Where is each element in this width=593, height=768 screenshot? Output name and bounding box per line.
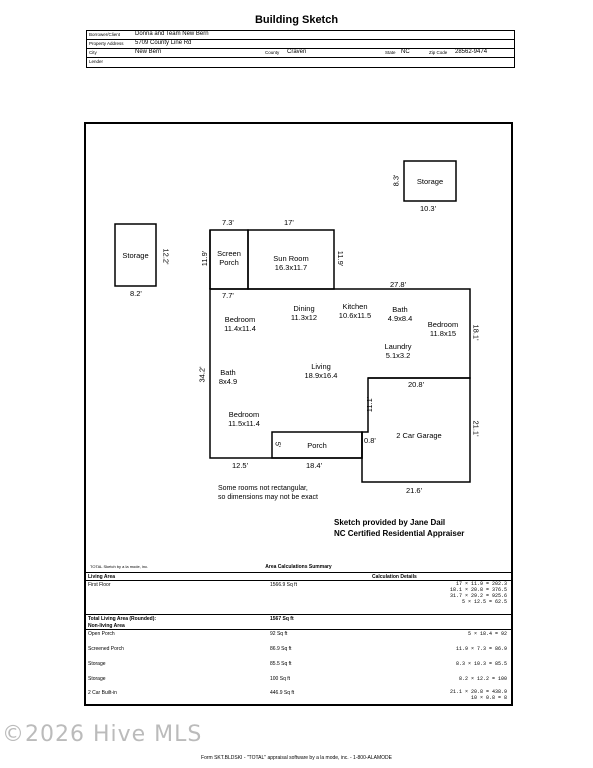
living-area-header: Living Area bbox=[88, 574, 116, 580]
zip-label: Zip Code bbox=[429, 50, 448, 55]
dim-12-5: 12.5' bbox=[232, 461, 249, 470]
storage-left: Storage bbox=[122, 251, 149, 260]
garage-outline bbox=[362, 378, 470, 482]
garage-right: 21.1' bbox=[471, 420, 481, 437]
bedroom-3: Bedroom 11.5x11.4 bbox=[228, 410, 260, 428]
screen-porch: Screen Porch bbox=[217, 249, 241, 267]
open-porch-value: 92 Sq ft bbox=[270, 631, 288, 637]
page-title: Building Sketch bbox=[254, 14, 339, 26]
county-value: Craven bbox=[287, 49, 307, 55]
storage-2-value: 100 Sq ft bbox=[270, 676, 291, 682]
storage-left-height: 12.2' bbox=[161, 248, 171, 265]
storage-2-math: 8.2 × 12.2 = 100 bbox=[458, 676, 507, 682]
dining: Dining 11.3x12 bbox=[290, 304, 318, 322]
porch: Porch bbox=[307, 441, 327, 450]
tool-mark: TOTAL Sketch by a la mode, inc. bbox=[90, 564, 149, 569]
dim-18-1: 18.1' bbox=[471, 324, 481, 341]
storage-1-math: 8.3 × 10.3 = 85.5 bbox=[455, 661, 507, 667]
first-floor-value: 1566.9 Sq ft bbox=[270, 582, 297, 588]
storage-left-width: 8.2' bbox=[130, 289, 142, 298]
storage-1-label: Storage bbox=[88, 661, 106, 667]
open-porch-label: Open Porch bbox=[88, 631, 115, 637]
sun-room-height: 11.9' bbox=[336, 250, 346, 267]
footer: Form SKT.BLDSKI - "TOTAL" appraisal software by a la mode, inc. - 1-800-ALAMODE bbox=[201, 755, 392, 761]
garage-small: 0.8' bbox=[364, 436, 376, 445]
state-label: State bbox=[385, 50, 396, 55]
laundry: Laundry 5.1x3.2 bbox=[384, 342, 412, 360]
borrower-value: Donna and Team New Bern bbox=[135, 31, 209, 37]
city-value: New Bern bbox=[135, 49, 162, 55]
county-label: County bbox=[265, 50, 280, 55]
porch-width: 18.4' bbox=[306, 461, 323, 470]
screen-porch-height: 11.9' bbox=[200, 250, 210, 267]
lender-label: Lender bbox=[89, 59, 104, 64]
total-living-value: 1567 Sq ft bbox=[270, 616, 294, 622]
storage-1-value: 85.5 Sq ft bbox=[270, 661, 292, 667]
bedroom-2: Bedroom 11.8x15 bbox=[427, 320, 459, 338]
garage-value: 446.9 Sq ft bbox=[270, 690, 295, 696]
state-value: NC bbox=[401, 49, 410, 55]
screened-porch-label: Screened Porch bbox=[88, 646, 124, 652]
storage-top: Storage bbox=[416, 177, 444, 186]
total-living-label: Total Living Area (Rounded): bbox=[88, 616, 157, 622]
garage-bottom: 21.6' bbox=[406, 486, 423, 495]
storage-2-label: Storage bbox=[88, 676, 106, 682]
open-porch-math: 5 × 18.4 = 92 bbox=[467, 631, 507, 637]
bedroom-1: Bedroom 11.4x11.4 bbox=[224, 315, 256, 333]
sketch-note: Some rooms not rectangular, so dimensions may not be exact bbox=[218, 485, 318, 501]
address-label: Property Address bbox=[89, 41, 124, 46]
dim-27-8: 27.8' bbox=[390, 280, 407, 289]
non-living-header: Non-living Area bbox=[88, 623, 125, 629]
bath-1: Bath 4.9x8.4 bbox=[387, 305, 413, 323]
screen-porch-width: 7.3' bbox=[222, 218, 234, 227]
storage-top-width: 10.3' bbox=[420, 204, 437, 213]
dim-34-2: 34.2' bbox=[197, 366, 207, 383]
bath-2: Bath 8x4.9 bbox=[218, 368, 238, 386]
garage: 2 Car Garage bbox=[396, 431, 442, 440]
address-value: 5709 County Line Rd bbox=[135, 40, 192, 46]
zip-value: 28562-9474 bbox=[455, 49, 488, 55]
garage-math: 21.1 × 20.8 = 438.9 10 × 0.8 = 8 bbox=[449, 689, 507, 701]
appraiser-credit: Sketch provided by Jane Dail NC Certified Residential Appraiser bbox=[334, 518, 465, 538]
sun-room-width: 17' bbox=[284, 218, 294, 227]
porch-height: 5' bbox=[273, 441, 283, 448]
screened-porch-math: 11.9 × 7.3 = 86.9 bbox=[455, 646, 507, 652]
storage-top-height: 8.3' bbox=[391, 174, 401, 187]
details-header: Calculation Details bbox=[372, 574, 417, 580]
garage-top: 20.8' bbox=[408, 380, 425, 389]
calc-title: Area Calculations Summary bbox=[265, 564, 332, 570]
kitchen: Kitchen 10.6x11.5 bbox=[338, 302, 372, 320]
first-floor-math: 17 × 11.9 = 202.3 18.1 × 20.8 = 376.5 31.7 × 29.2 = 925.6 5 × 12.5 = 62.5 bbox=[449, 581, 507, 605]
first-floor-label: First Floor bbox=[88, 582, 111, 588]
sun-room: Sun Room 16.3x11.7 bbox=[273, 254, 309, 272]
watermark: ©2026 Hive MLS bbox=[2, 722, 203, 747]
borrower-label: Borrower/Client bbox=[89, 32, 121, 37]
screened-porch-value: 86.9 Sq ft bbox=[270, 646, 292, 652]
garage-left: 11.1' bbox=[365, 396, 375, 413]
city-label: City bbox=[89, 50, 97, 55]
screen-porch-bottom: 7.7' bbox=[222, 291, 234, 300]
garage-label: 2 Car Built-in bbox=[88, 690, 117, 696]
living: Living 18.9x16.4 bbox=[304, 362, 338, 380]
